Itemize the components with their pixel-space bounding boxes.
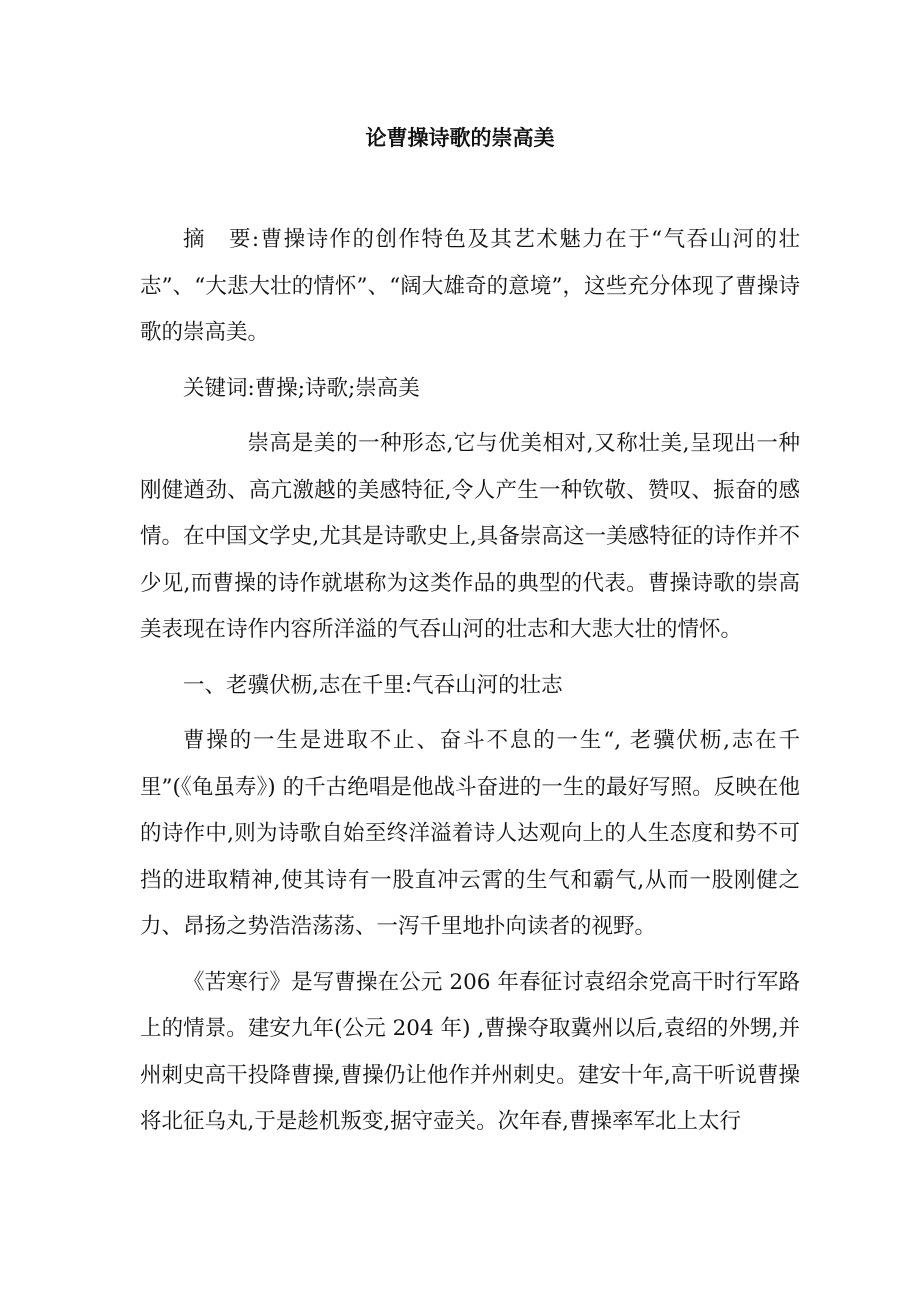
page-title: 论曹操诗歌的崇高美 bbox=[365, 125, 555, 150]
abstract-label-part-2: 要: bbox=[227, 227, 260, 252]
section-1-paragraph-2: 《苦寒行》是写曹操在公元 206 年春征讨袁绍余党高干时行军路上的情景。建安九年(公元 204 年) ,曹操夺取冀州以后,袁绍的外甥,并州刺史高干投降曹操,曹操仍让他作并州刺史。建安十年,高干听说曹操将北征乌丸,于是趁机叛变,据守壶关。次年春,曹操率军北上太行 bbox=[140, 969, 800, 1134]
abstract-label-part-1: 摘 bbox=[183, 227, 206, 252]
document-body bbox=[140, 217, 800, 1155]
section-1-paragraph-1: 曹操的一生是进取不止、奋斗不息的一生“, 老骥伏枥,志在千里”(《龟虽寿》) 的千古绝唱是他战斗奋进的一生的最好写照。反映在他的诗作中,则为诗歌自始至终洋溢着诗人达观向上的人生态度和势不可挡的进取精神,使其诗有一股直冲云霄的生气和霸气,从而一股刚健之力、昂扬之势浩浩荡荡、一泻千里地扑向读者的视野。 bbox=[140, 728, 800, 939]
abstract-text: 曹操诗作的创作特色及其艺术魅力在于“气吞山河的壮志”、“大悲大壮的情怀”、“阔大雄奇的意境”，这些充分体现了曹操诗歌的崇高美。 bbox=[140, 227, 800, 345]
section-1-heading: 一、老骥伏枥,志在千里:气吞山河的壮志 bbox=[183, 672, 563, 698]
intro-paragraph: 崇高是美的一种形态,它与优美相对,又称壮美,呈现出一种刚健遒劲、高亢激越的美感特征,令人产生一种钦敬、赞叹、振奋的感情。在中国文学史,尤其是诗歌史上,具备崇高这一美感特征的诗作并不少见,而曹操的诗作就堪称为这类作品的典型的代表。曹操诗歌的崇高美表现在诗作内容所洋溢的气吞山河的壮志和大悲大壮的情怀。 bbox=[140, 431, 800, 642]
abstract-paragraph bbox=[140, 217, 800, 357]
keywords-paragraph: 关键词:曹操;诗歌;崇高美 bbox=[183, 375, 420, 401]
